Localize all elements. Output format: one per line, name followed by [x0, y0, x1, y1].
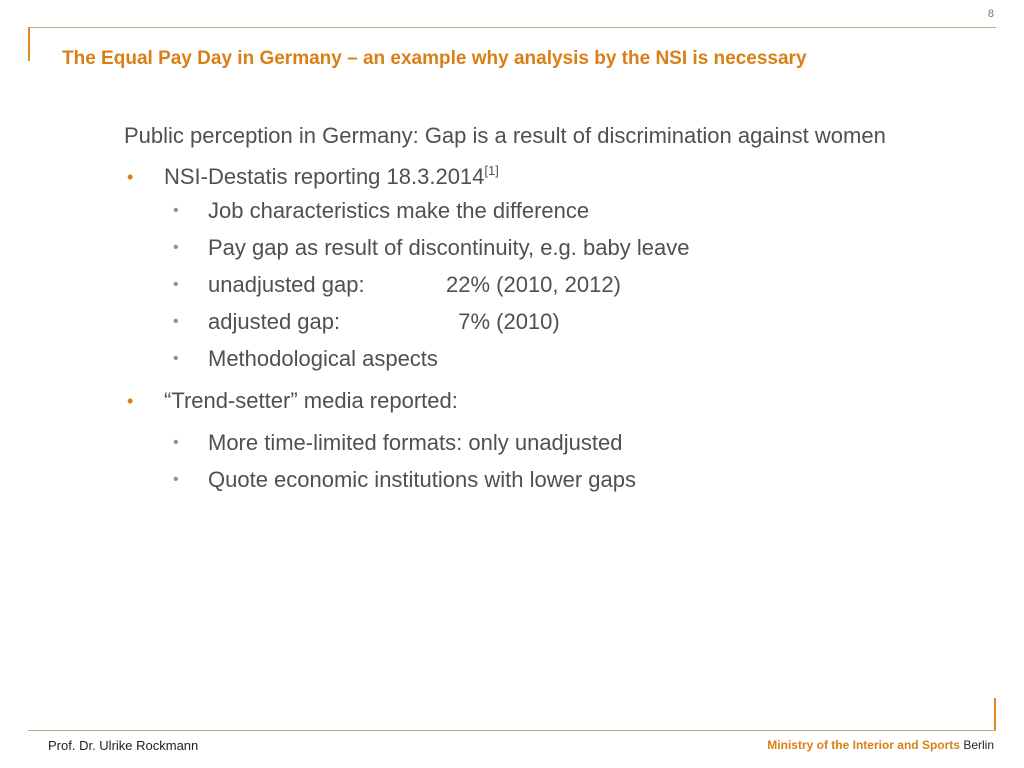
- sub-bullet-dot: •: [173, 434, 179, 451]
- slide-content: [124, 120, 964, 503]
- sub-item: [168, 466, 964, 494]
- gap-label: unadjusted gap:: [208, 272, 365, 297]
- gap-value: 7% (2010): [446, 309, 560, 334]
- sub-item: [168, 234, 964, 262]
- page-number: 8: [987, 8, 994, 20]
- sub-item-unadjusted-gap: [168, 271, 964, 299]
- footer-author: Prof. Dr. Ulrike Rockmann: [48, 738, 199, 753]
- sub-item: [168, 429, 964, 457]
- sub-bullet-dot: •: [173, 276, 179, 293]
- sub-bullet-dot: •: [173, 350, 179, 367]
- gap-label: adjusted gap:: [208, 309, 341, 334]
- sub-item-text: Job characteristics make the difference: [208, 198, 590, 223]
- bullet-text: “Trend-setter” media reported:: [164, 388, 458, 413]
- intro-text: Public perception in Germany: Gap is a result of discrimination against women: [124, 123, 886, 148]
- sub-item: [168, 345, 964, 373]
- gap-value: 22% (2010, 2012): [446, 272, 621, 297]
- top-frame-line: [28, 27, 996, 28]
- sub-bullet-dot: •: [173, 313, 179, 330]
- sub-item-text: More time-limited formats: only unadjusted: [208, 430, 623, 455]
- bullet-media: [124, 387, 964, 415]
- bottom-frame-accent: [994, 698, 996, 731]
- bottom-frame-line: [28, 730, 996, 731]
- sub-item-text: Pay gap as result of discontinuity, e.g. baby leave: [208, 235, 690, 260]
- sub-item-text: Quote economic institutions with lower gaps: [208, 467, 636, 492]
- footnote-ref: [1]: [484, 163, 499, 178]
- sub-item: [168, 197, 964, 225]
- footer-city: Berlin: [963, 738, 994, 752]
- footer-ministry: Ministry of the Interior and Sports: [767, 738, 960, 752]
- top-frame-accent: [28, 27, 30, 61]
- bullet-destatis: [124, 163, 964, 191]
- sub-bullet-dot: •: [173, 239, 179, 256]
- sub-item-text: Methodological aspects: [208, 346, 438, 371]
- sub-bullet-dot: •: [173, 202, 179, 219]
- sub-item-adjusted-gap: [168, 308, 964, 336]
- destatis-subitems: [124, 197, 964, 373]
- footer-organization: [767, 738, 994, 752]
- sub-bullet-dot: •: [173, 471, 179, 488]
- slide-title: The Equal Pay Day in Germany – an example why analysis by the NSI is necessary: [62, 48, 807, 69]
- bullet-dot: •: [127, 167, 134, 187]
- bullet-text: NSI-Destatis reporting 18.3.2014: [164, 164, 485, 189]
- media-subitems: [124, 429, 964, 494]
- bullet-dot: •: [127, 391, 134, 411]
